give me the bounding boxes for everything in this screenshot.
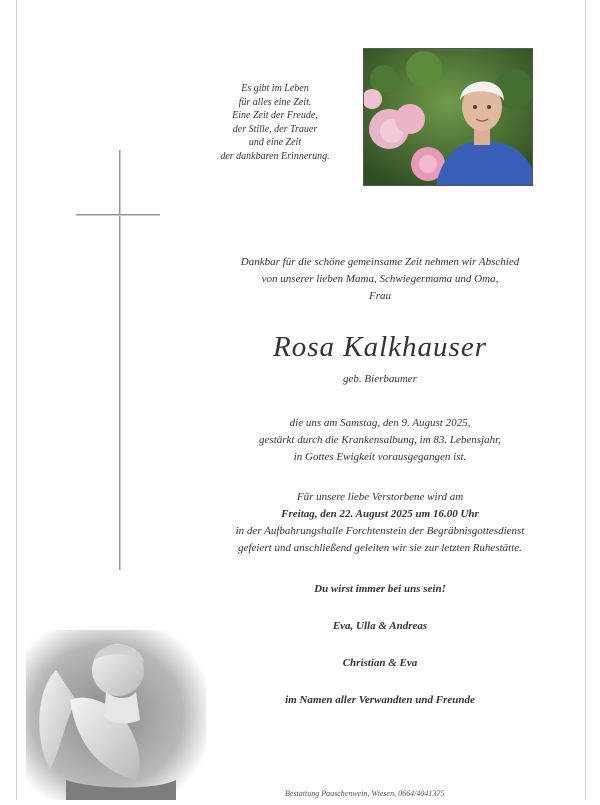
intro-line: von unserer lieben Mama, Schwiegermama und Oma, [261, 273, 499, 285]
intro-line: Frau [369, 290, 391, 302]
farewell-line: Du wirst immer bei uns sein! [314, 583, 446, 595]
mourners-line: im Namen aller Verwandten und Freunde [285, 694, 475, 706]
service-line: Für unsere liebe Verstorbene wird am [296, 491, 464, 503]
page-border-right [585, 0, 586, 800]
deceased-name: Rosa Kalkhauser [273, 331, 487, 363]
service-line: gefeiert und anschließend geleiten wir sie zur letzten Ruhestätte. [238, 542, 522, 554]
mourners-line: Christian & Eva [342, 657, 418, 669]
portrait-image [364, 49, 532, 185]
portrait-photo [363, 48, 533, 186]
angel-statue-image [26, 630, 206, 800]
memorial-cross-horizontal [76, 214, 160, 216]
death-notice-line: in Gottes Ewigkeit vorausgegangen ist. [293, 451, 467, 463]
funeral-service-notice [200, 489, 560, 557]
poem-verse: Es gibt im Leben für alles eine Zeit. Eine Zeit der Freude, der Stille, der Trauer und eine Zeit der dankbaren Erinnerung. [220, 83, 330, 162]
death-notice-line: gestärkt durch die Krankensalbung, im 83. Lebensjahr, [259, 434, 501, 446]
intro-text [200, 254, 560, 305]
page-border-left [16, 0, 17, 800]
service-line: in der Aufbahrungshalle Forchtenstein der Begräbnisgottesdienst [235, 525, 525, 537]
service-date: Freitag, den 22. August 2025 um 16.00 Uhr [281, 508, 479, 520]
memorial-cross-vertical [119, 150, 121, 570]
death-notice [200, 415, 560, 466]
birth-name: geb. Bierbaumer [343, 373, 417, 385]
funeral-home-footer: Bestattung Pauschenwein, Wiesen, 0664/4041375 [285, 789, 445, 798]
angel-figure [26, 630, 206, 800]
mourners-line: Eva, Ulla & Andreas [332, 620, 428, 632]
intro-line: Dankbar für die schöne gemeinsame Zeit nehmen wir Abschied [240, 256, 520, 268]
death-notice-line: die uns am Samstag, den 9. August 2025, [289, 417, 471, 429]
